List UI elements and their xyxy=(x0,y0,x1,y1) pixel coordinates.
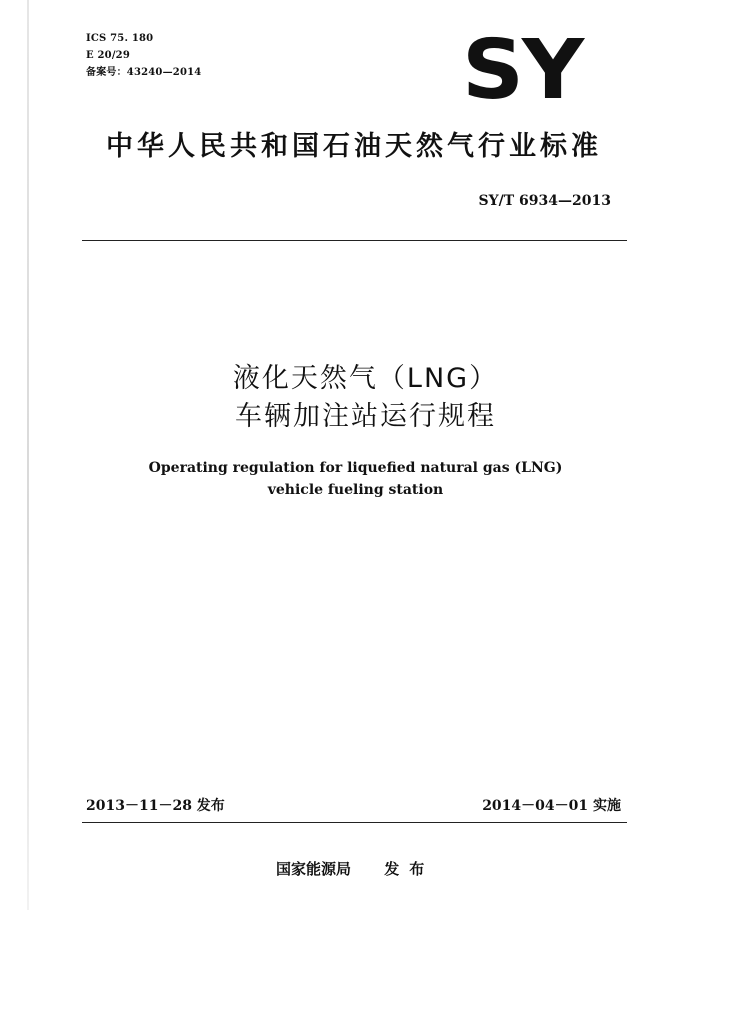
industry-standard-title: 中华人民共和国石油天然气行业标准 xyxy=(106,131,602,162)
classification-block xyxy=(86,30,201,81)
title-en-line2: vehicle fueling station xyxy=(267,482,444,498)
filing-number: 备案号：43240—2014 xyxy=(86,67,202,78)
bottom-divider xyxy=(82,822,627,823)
scan-edge-shadow xyxy=(27,0,29,910)
title-en-line1: Operating regulation for liquefied natural gas (LNG) xyxy=(148,460,563,476)
issue-verb: 发布 xyxy=(384,860,435,878)
standard-number: SY/T 6934—2013 xyxy=(478,193,611,209)
release-date: 2013－11－28 发布 xyxy=(86,798,225,814)
issuer-name: 国家能源局 xyxy=(276,860,352,878)
top-divider xyxy=(82,240,627,241)
title-zh-line1: 液化天然气（LNG） xyxy=(232,363,499,394)
implementation-date: 2014－04－01 实施 xyxy=(482,798,621,814)
ics-code: ICS 75. 180 xyxy=(86,33,154,44)
sy-logo: SY xyxy=(462,23,583,118)
issuer-line xyxy=(276,858,434,879)
ccs-code: E 20/29 xyxy=(86,50,130,61)
title-zh-line2: 车辆加注站运行规程 xyxy=(235,401,496,432)
